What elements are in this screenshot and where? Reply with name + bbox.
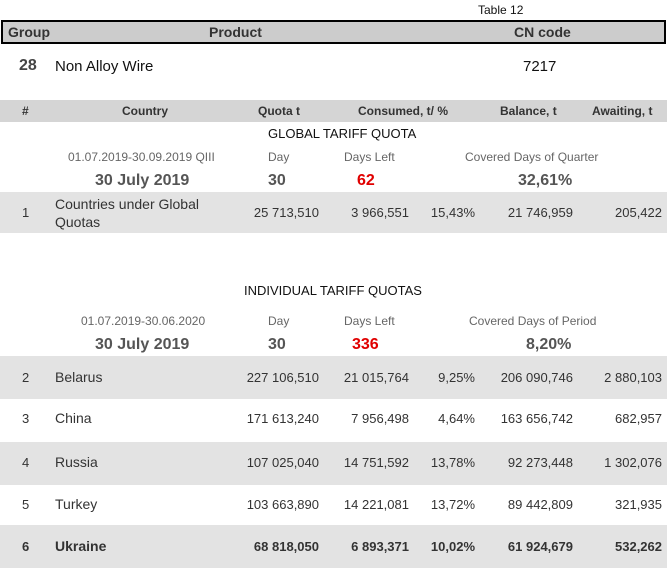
row-awaiting: 321,935 bbox=[615, 497, 662, 512]
individual-date: 30 July 2019 bbox=[95, 336, 190, 353]
row-balance: 163 656,742 bbox=[500, 411, 573, 426]
table-row bbox=[0, 356, 667, 399]
product-header-label: Product bbox=[209, 24, 262, 40]
row-quota: 103 663,890 bbox=[246, 497, 319, 512]
row-country: Belarus bbox=[55, 369, 103, 385]
individual-days-left-value: 336 bbox=[352, 336, 379, 353]
global-covered-value: 32,61% bbox=[518, 172, 573, 189]
row-awaiting: 205,422 bbox=[615, 205, 662, 220]
row-quota: 68 818,050 bbox=[253, 539, 319, 554]
row-balance: 206 090,746 bbox=[500, 370, 573, 385]
row-country: China bbox=[55, 410, 92, 426]
col-num: # bbox=[22, 104, 29, 118]
row-awaiting: 2 880,103 bbox=[604, 370, 662, 385]
row-num: 4 bbox=[22, 455, 30, 470]
individual-period: 01.07.2019-30.06.2020 bbox=[81, 314, 206, 328]
row-consumed-t: 6 893,371 bbox=[351, 539, 409, 554]
global-covered-label: Covered Days of Quarter bbox=[465, 150, 599, 164]
global-day-value: 30 bbox=[268, 172, 286, 189]
row-consumed-t: 14 751,592 bbox=[343, 455, 409, 470]
group-number: 28 bbox=[19, 57, 37, 74]
row-consumed-pct: 10,02% bbox=[430, 539, 475, 554]
global-days-left-label: Days Left bbox=[344, 150, 395, 164]
column-header bbox=[0, 100, 667, 122]
row-country: Turkey bbox=[55, 496, 98, 512]
row-awaiting: 1 302,076 bbox=[604, 455, 662, 470]
row-balance: 61 924,679 bbox=[507, 539, 573, 554]
row-consumed-t: 21 015,764 bbox=[343, 370, 409, 385]
individual-days-left-label: Days Left bbox=[344, 314, 395, 328]
row-consumed-pct: 13,78% bbox=[430, 455, 475, 470]
table-row bbox=[0, 525, 667, 568]
table-row bbox=[0, 485, 667, 525]
row-country: Ukraine bbox=[55, 538, 107, 554]
group-header-label: Group bbox=[8, 24, 50, 40]
product-name: Non Alloy Wire bbox=[55, 58, 154, 75]
global-section-title: GLOBAL TARIFF QUOTA bbox=[268, 126, 417, 141]
row-num: 5 bbox=[22, 497, 30, 512]
row-consumed-t: 7 956,498 bbox=[351, 411, 409, 426]
row-awaiting: 682,957 bbox=[615, 411, 662, 426]
global-day-label: Day bbox=[268, 150, 290, 164]
individual-covered-label: Covered Days of Period bbox=[469, 314, 597, 328]
row-consumed-pct: 9,25% bbox=[438, 370, 475, 385]
row-quota: 227 106,510 bbox=[246, 370, 319, 385]
global-period: 01.07.2019-30.09.2019 QIII bbox=[68, 150, 215, 164]
row-num: 1 bbox=[22, 205, 30, 220]
group-header bbox=[1, 20, 666, 44]
row-balance: 89 442,809 bbox=[507, 497, 573, 512]
global-date: 30 July 2019 bbox=[95, 172, 190, 189]
table-row bbox=[0, 399, 667, 442]
row-consumed-t: 3 966,551 bbox=[351, 205, 409, 220]
row-num: 2 bbox=[22, 370, 30, 385]
global-days-left-value: 62 bbox=[357, 172, 375, 189]
row-balance: 92 273,448 bbox=[507, 455, 573, 470]
row-country: Russia bbox=[55, 454, 98, 470]
individual-covered-value: 8,20% bbox=[526, 336, 572, 353]
row-consumed-pct: 4,64% bbox=[438, 411, 475, 426]
col-quota: Quota t bbox=[258, 104, 300, 118]
individual-day-label: Day bbox=[268, 314, 290, 328]
individual-section-title: INDIVIDUAL TARIFF QUOTAS bbox=[244, 283, 422, 298]
row-quota: 107 025,040 bbox=[246, 455, 319, 470]
row-awaiting: 532,262 bbox=[615, 539, 662, 554]
individual-day-value: 30 bbox=[268, 336, 286, 353]
table-label: Table 12 bbox=[478, 3, 524, 17]
col-country: Country bbox=[122, 104, 168, 118]
col-awaiting: Awaiting, t bbox=[592, 104, 653, 118]
table-row bbox=[0, 192, 667, 233]
col-consumed: Consumed, t/ % bbox=[358, 104, 449, 118]
cn-code-value: 7217 bbox=[523, 58, 557, 75]
row-num: 3 bbox=[22, 411, 30, 426]
row-consumed-pct: 15,43% bbox=[430, 205, 475, 220]
row-quota: 171 613,240 bbox=[246, 411, 319, 426]
row-num: 6 bbox=[22, 539, 30, 554]
row-country-line2: Quotas bbox=[55, 214, 101, 230]
table-row bbox=[0, 442, 667, 485]
row-quota: 25 713,510 bbox=[253, 205, 319, 220]
row-consumed-t: 14 221,081 bbox=[343, 497, 409, 512]
row-consumed-pct: 13,72% bbox=[430, 497, 475, 512]
col-balance: Balance, t bbox=[500, 104, 557, 118]
row-country-line1: Countries under Global bbox=[55, 196, 199, 212]
cn-code-header-label: CN code bbox=[514, 24, 571, 40]
row-balance: 21 746,959 bbox=[507, 205, 573, 220]
